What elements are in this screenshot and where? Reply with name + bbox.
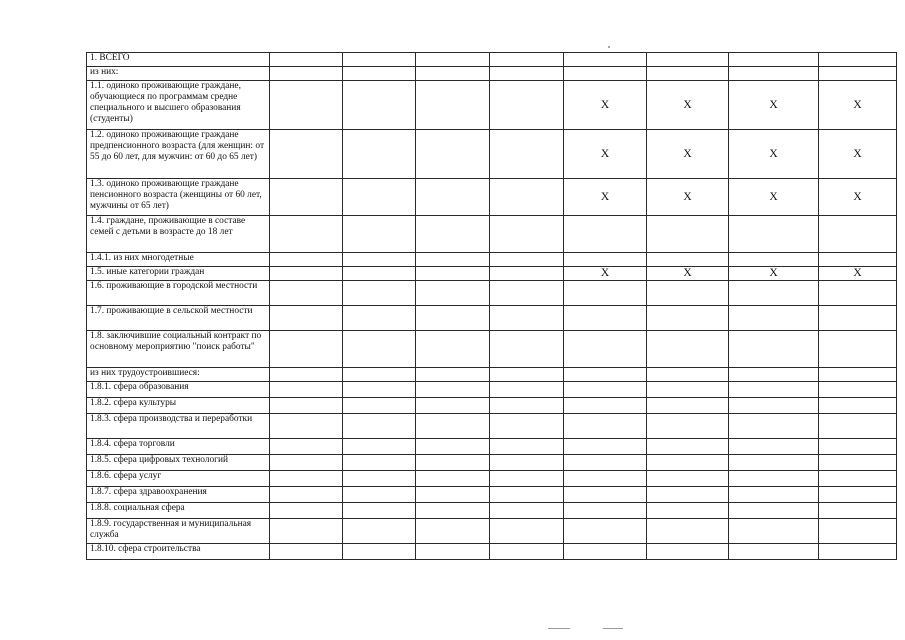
table-cell — [343, 368, 416, 382]
table-cell — [416, 414, 490, 439]
table-row — [87, 503, 897, 519]
table-cell — [564, 67, 647, 81]
table-cell — [647, 382, 729, 398]
table-cell — [647, 306, 729, 331]
table-cell — [490, 331, 564, 368]
table-cell — [647, 67, 729, 81]
table-cell — [343, 439, 416, 455]
table-cell — [490, 503, 564, 519]
table-cell — [270, 67, 343, 81]
table-row — [87, 179, 897, 216]
table-row — [87, 53, 897, 67]
table-row — [87, 471, 897, 487]
table-cell — [647, 398, 729, 414]
table-cell — [416, 331, 490, 368]
table-cell — [270, 53, 343, 67]
table-cell — [819, 439, 897, 455]
table-row — [87, 368, 897, 382]
table-cell — [490, 130, 564, 179]
table-cell — [343, 544, 416, 560]
table-cell — [416, 471, 490, 487]
table-cell — [564, 439, 647, 455]
table-cell — [416, 368, 490, 382]
table-cell — [564, 331, 647, 368]
table-cell — [343, 519, 416, 544]
table-cell — [490, 81, 564, 130]
table-row — [87, 382, 897, 398]
table-cell — [729, 519, 819, 544]
table-cell — [270, 455, 343, 471]
table-cell — [647, 53, 729, 67]
table-cell — [416, 253, 490, 267]
table-cell: X — [819, 179, 897, 216]
table-cell — [647, 455, 729, 471]
table-cell — [490, 382, 564, 398]
table-cell — [819, 216, 897, 253]
scan-artifact — [603, 628, 623, 629]
table-row — [87, 253, 897, 267]
table-cell — [343, 216, 416, 253]
table-cell — [564, 455, 647, 471]
table-cell — [416, 53, 490, 67]
row-label: 1.4. граждане, проживающие в составе семей с детьми в возрасте до 18 лет — [87, 216, 270, 253]
table-cell — [270, 81, 343, 130]
table-cell — [490, 487, 564, 503]
table-cell — [729, 281, 819, 306]
table-cell — [729, 503, 819, 519]
table-cell — [729, 471, 819, 487]
table-cell — [647, 216, 729, 253]
table-cell — [270, 179, 343, 216]
table-cell — [819, 487, 897, 503]
table-cell — [564, 382, 647, 398]
table-cell: X — [647, 130, 729, 179]
table-cell — [490, 53, 564, 67]
table-cell — [564, 544, 647, 560]
table-cell — [729, 67, 819, 81]
table-cell — [416, 67, 490, 81]
table-cell — [819, 519, 897, 544]
row-label: 1.8.8. социальная сфера — [87, 503, 270, 519]
table-cell — [819, 306, 897, 331]
table-row — [87, 81, 897, 130]
table-cell — [343, 253, 416, 267]
table-cell — [343, 398, 416, 414]
table-cell — [729, 382, 819, 398]
row-label: 1.8.5. сфера цифровых технологий — [87, 455, 270, 471]
table-cell — [729, 216, 819, 253]
table-cell — [729, 439, 819, 455]
table-cell — [490, 398, 564, 414]
table-cell — [819, 471, 897, 487]
table-cell — [819, 414, 897, 439]
table-cell — [416, 455, 490, 471]
row-label: 1.8.7. сфера здравоохранения — [87, 487, 270, 503]
table-row — [87, 519, 897, 544]
table-cell — [270, 503, 343, 519]
table-cell — [564, 281, 647, 306]
table-cell — [416, 130, 490, 179]
table-cell — [564, 253, 647, 267]
table-cell — [270, 281, 343, 306]
table-cell — [647, 439, 729, 455]
table-cell — [729, 487, 819, 503]
table-cell: X — [819, 130, 897, 179]
table-cell — [270, 519, 343, 544]
table-cell — [270, 398, 343, 414]
table-cell — [647, 503, 729, 519]
table-cell — [564, 519, 647, 544]
table-cell — [343, 382, 416, 398]
table-row — [87, 281, 897, 306]
table-cell — [819, 382, 897, 398]
scan-artifact — [548, 628, 570, 629]
row-label: 1.6. проживающие в городской местности — [87, 281, 270, 306]
table-cell — [819, 67, 897, 81]
table-cell — [564, 471, 647, 487]
table-cell — [416, 544, 490, 560]
table-cell — [564, 487, 647, 503]
table-row — [87, 306, 897, 331]
table-cell — [490, 67, 564, 81]
table-cell — [490, 179, 564, 216]
table-cell — [647, 331, 729, 368]
table-cell — [270, 382, 343, 398]
table-cell: X — [647, 179, 729, 216]
table-cell — [564, 368, 647, 382]
row-label: 1.8.4. сфера торговли — [87, 439, 270, 455]
table-cell — [416, 216, 490, 253]
table-cell — [270, 471, 343, 487]
table-cell — [343, 471, 416, 487]
table-cell: X — [564, 267, 647, 281]
table-cell — [564, 503, 647, 519]
table-cell — [819, 53, 897, 67]
table-cell — [819, 455, 897, 471]
table-cell — [490, 519, 564, 544]
table-cell — [819, 398, 897, 414]
table-cell — [647, 519, 729, 544]
table-cell — [490, 267, 564, 281]
table-cell — [270, 544, 343, 560]
table-cell — [490, 281, 564, 306]
table-cell: X — [819, 81, 897, 130]
table-cell — [647, 487, 729, 503]
table-row — [87, 544, 897, 560]
table-row — [87, 331, 897, 368]
table-cell — [343, 281, 416, 306]
row-label: 1.1. одиноко проживающие граждане, обучающиеся по программам средне специального и высшего образования (студенты) — [87, 81, 270, 130]
row-label: 1.7. проживающие в сельской местности — [87, 306, 270, 331]
table-cell — [490, 471, 564, 487]
table-cell: X — [647, 267, 729, 281]
table-row — [87, 398, 897, 414]
table-cell — [729, 414, 819, 439]
table-cell — [343, 179, 416, 216]
table-cell: X — [729, 81, 819, 130]
table-cell — [490, 544, 564, 560]
table-cell — [819, 281, 897, 306]
table-cell — [270, 439, 343, 455]
table-cell — [490, 368, 564, 382]
table-cell — [819, 253, 897, 267]
table-cell — [490, 455, 564, 471]
table-cell — [647, 414, 729, 439]
table-cell — [490, 306, 564, 331]
table-cell: X — [819, 267, 897, 281]
table-cell — [729, 53, 819, 67]
table-cell: X — [729, 130, 819, 179]
table-row — [87, 414, 897, 439]
table-cell — [270, 130, 343, 179]
table-cell — [343, 306, 416, 331]
table-cell — [416, 179, 490, 216]
table-cell — [343, 130, 416, 179]
table-cell — [564, 216, 647, 253]
table-cell — [270, 368, 343, 382]
table-cell — [270, 487, 343, 503]
table-cell — [819, 544, 897, 560]
row-label: 1.3. одиноко проживающие граждане пенсионного возраста (женщины от 60 лет, мужчины от 65 лет) — [87, 179, 270, 216]
table-cell — [819, 331, 897, 368]
report-table-body — [87, 53, 897, 560]
report-table — [86, 52, 897, 560]
table-row — [87, 267, 897, 281]
row-label: 1.2. одиноко проживающие граждане предпенсионного возраста (для женщин: от 55 до 60 лет, для мужчин: от 60 до 65 лет) — [87, 130, 270, 179]
table-cell — [343, 53, 416, 67]
row-label: 1. ВСЕГО — [87, 53, 270, 67]
table-cell — [343, 267, 416, 281]
row-label: 1.4.1. из них многодетные — [87, 253, 270, 267]
row-label: 1.8.10. сфера строительства — [87, 544, 270, 560]
table-cell — [270, 331, 343, 368]
table-cell — [647, 368, 729, 382]
table-cell: X — [564, 179, 647, 216]
table-row — [87, 216, 897, 253]
table-cell — [729, 306, 819, 331]
table-cell — [343, 81, 416, 130]
table-cell — [729, 253, 819, 267]
table-cell — [270, 253, 343, 267]
table-cell — [647, 253, 729, 267]
row-label: 1.8.9. государственная и муниципальная служба — [87, 519, 270, 544]
table-cell — [819, 503, 897, 519]
table-cell — [729, 544, 819, 560]
table-cell — [416, 398, 490, 414]
table-cell — [564, 306, 647, 331]
table-row — [87, 130, 897, 179]
table-cell — [416, 503, 490, 519]
table-cell — [564, 398, 647, 414]
table-cell: X — [729, 179, 819, 216]
table-cell — [416, 267, 490, 281]
table-cell — [416, 281, 490, 306]
table-cell — [729, 331, 819, 368]
table-row — [87, 455, 897, 471]
table-cell — [490, 439, 564, 455]
table-cell — [416, 306, 490, 331]
table-cell — [647, 544, 729, 560]
table-cell — [343, 331, 416, 368]
table-cell — [490, 253, 564, 267]
table-cell — [647, 471, 729, 487]
table-cell — [416, 519, 490, 544]
row-label: 1.8.1. сфера образования — [87, 382, 270, 398]
table-row — [87, 439, 897, 455]
table-cell — [343, 414, 416, 439]
table-cell — [270, 216, 343, 253]
row-label: 1.8.6. сфера услуг — [87, 471, 270, 487]
scan-artifact — [608, 46, 610, 48]
table-cell — [490, 414, 564, 439]
table-cell — [343, 503, 416, 519]
row-label: из них: — [87, 67, 270, 81]
table-cell — [343, 487, 416, 503]
table-cell — [270, 306, 343, 331]
row-label: 1.5. иные категории граждан — [87, 267, 270, 281]
table-cell — [729, 455, 819, 471]
table-cell — [416, 439, 490, 455]
table-cell — [270, 414, 343, 439]
table-cell: X — [564, 81, 647, 130]
table-cell — [564, 53, 647, 67]
table-cell — [564, 414, 647, 439]
table-cell — [819, 368, 897, 382]
table-cell — [416, 81, 490, 130]
table-cell — [647, 281, 729, 306]
table-cell — [416, 487, 490, 503]
table-cell — [270, 267, 343, 281]
table-cell — [729, 398, 819, 414]
table-cell — [490, 216, 564, 253]
table-cell: X — [647, 81, 729, 130]
table-cell — [729, 368, 819, 382]
row-label: 1.8.3. сфера производства и переработки — [87, 414, 270, 439]
table-cell — [343, 455, 416, 471]
table-cell — [343, 67, 416, 81]
table-row — [87, 67, 897, 81]
row-label: 1.8.2. сфера культуры — [87, 398, 270, 414]
table-cell: X — [729, 267, 819, 281]
row-label: из них трудоустроившиеся: — [87, 368, 270, 382]
row-label: 1.8. заключившие социальный контракт по основному мероприятию "поиск работы" — [87, 331, 270, 368]
table-cell — [416, 382, 490, 398]
table-row — [87, 487, 897, 503]
table-cell: X — [564, 130, 647, 179]
